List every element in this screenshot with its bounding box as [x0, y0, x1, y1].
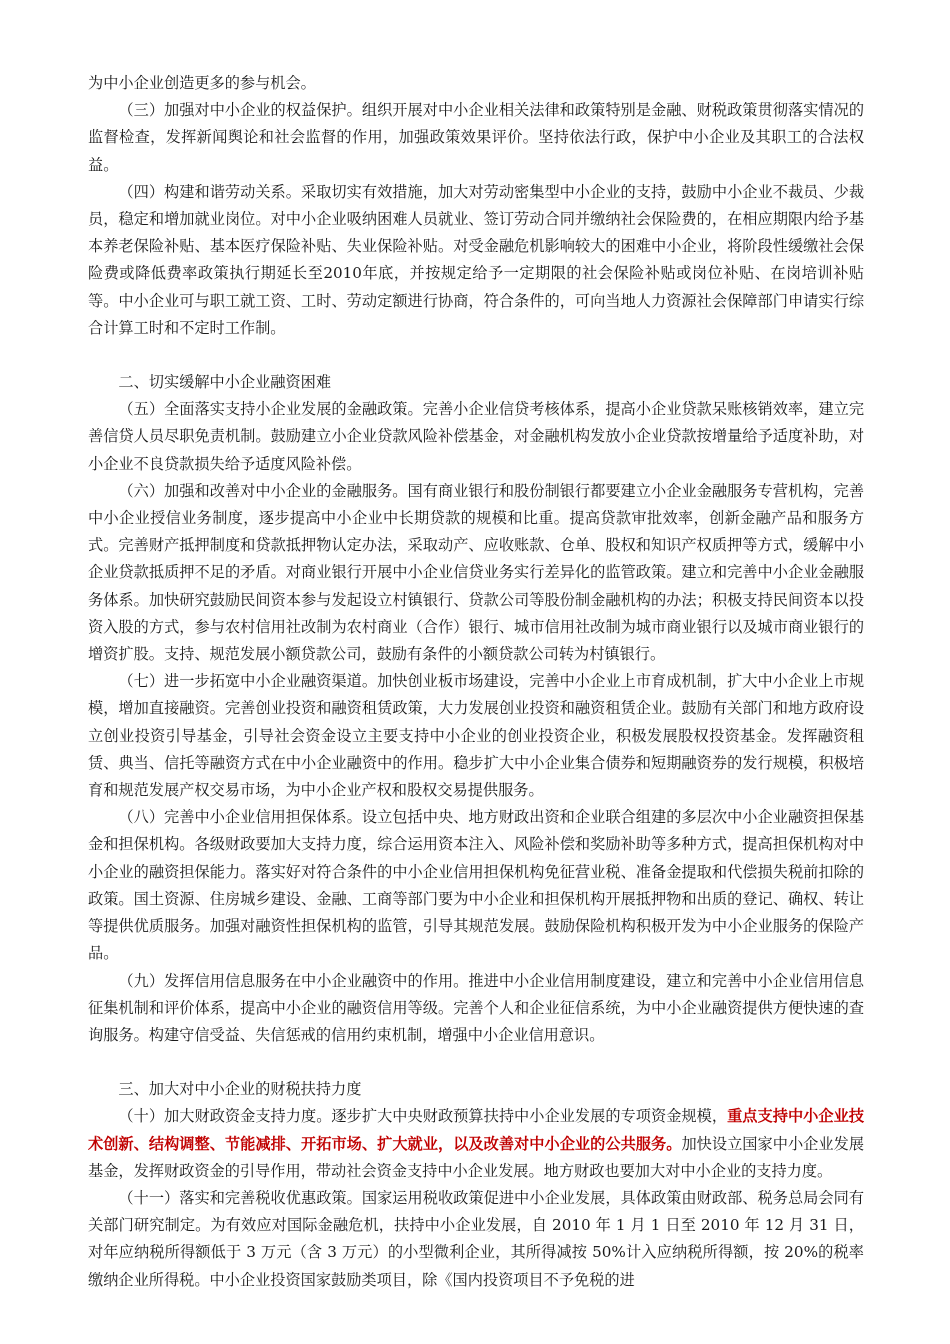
paragraph-financial-services: （六）加强和改善对中小企业的金融服务。国有商业银行和股份制银行都要建立小企业金融服务专营机构，完善中小企业授信业务制度，逐步提高中小企业中长期贷款的规模和比重。提高贷款审批效率，创新金融产品和服务方式。完善财产抵押制度和贷款抵押物认定办法，采取动产、应收账款、仓单、股权和知识产权质押等方式，缓解中小企业贷款抵质押不足的矛盾。对商业银行开展中小企业信贷业务实行差异化的监管政策。建立和完善中小企业金融服务体系。加快研究鼓励民间资本参与发起设立村镇银行、贷款公司等股份制金融机构的办法；积极支持民间资本以投资入股的方式，参与农村信用社改制为农村商业（合作）银行、城市信用社改制为城市商业银行以及城市商业银行的增资扩股。支持、规范发展小额贷款公司，鼓励有条件的小额贷款公司转为村镇银行。 [88, 481, 864, 664]
section-spacer [88, 342, 864, 369]
paragraph-continuation: 为中小企业创造更多的参与机会。 [88, 74, 316, 92]
paragraph-fiscal-funds-tail: 加快设立国家中小企业发展基金，发挥财政资金的引导作用，带动社会资金支持中小企业发展。地方财政也要加大对中小企业的支持力度。 [88, 1134, 865, 1180]
section-spacer [88, 1049, 864, 1076]
paragraph-rights-protection: （三）加强对中小企业的权益保护。组织开展对中小企业相关法律和政策特别是金融、财税政策贯彻落实情况的监督检查，发挥新闻舆论和社会监督的作用，加强政策效果评价。坚持依法行政，保护中小企业及其职工的合法权益。 [88, 101, 864, 174]
paragraph-tax-incentives: （十一）落实和完善税收优惠政策。国家运用税收政策促进中小企业发展，具体政策由财政部、税务总局会同有关部门研究制定。为有效应对国际金融危机，扶持中小企业发展，自 2010 年 1 月 1 日至 2010 年 12 月 31 日，对年应纳税所得额低于 3 万元（含 3 万元）的小型微利企业，其所得减按 50%计入应纳税所得额，按 20%的税率缴纳企业所得税。中小企业投资国家鼓励类项目，除《国内投资项目不予免税的进 [88, 1188, 864, 1289]
paragraph-credit-guarantee: （八）完善中小企业信用担保体系。设立包括中央、地方财政出资和企业联合组建的多层次中小企业融资担保基金和担保机构。各级财政要加大支持力度，综合运用资本注入、风险补偿和奖励补助等多种方式，提高担保机构对中小企业的融资担保能力。落实好对符合条件的中小企业信用担保机构免征营业税、准备金提取和代偿损失税前扣除的政策。国土资源、住房城乡建设、金融、工商等部门要为中小企业和担保机构开展抵押物和出质的登记、确权、转让等提供优质服务。加强对融资性担保机构的监管，引导其规范发展。鼓励保险机构积极开发为中小企业服务的保险产品。 [88, 808, 864, 963]
paragraph-fiscal-funds-lead: （十）加大财政资金支持力度。逐步扩大中央财政预算扶持中小企业发展的专项资金规模， [118, 1107, 728, 1126]
paragraph-fiscal-funds [88, 1103, 864, 1185]
section-heading-financing: 二、切实缓解中小企业融资困难 [118, 373, 332, 392]
paragraph-credit-information: （九）发挥信用信息服务在中小企业融资中的作用。推进中小企业信用制度建设，建立和完善中小企业信用信息征集机制和评价体系，提高中小企业的融资信用等级。完善个人和企业征信系统，为中小企业融资提供方便快速的查询服务。构建守信受益、失信惩戒的信用约束机制，增强中小企业信用意识。 [88, 971, 864, 1044]
paragraph-financial-policy: （五）全面落实支持小企业发展的金融政策。完善小企业信贷考核体系，提高小企业贷款呆账核销效率，建立完善信贷人员尽职免责机制。鼓励建立小企业贷款风险补偿基金，对金融机构发放小企业贷款按增量给予适度补助，对小企业不良贷款损失给予适度风险补偿。 [88, 400, 864, 473]
section-heading-fiscal-support: 三、加大对中小企业的财税扶持力度 [118, 1080, 362, 1099]
paragraph-labor-relations: （四）构建和谐劳动关系。采取切实有效措施，加大对劳动密集型中小企业的支持，鼓励中小企业不裁员、少裁员，稳定和增加就业岗位。对中小企业吸纳困难人员就业、签订劳动合同并缴纳社会保险费的，在相应期限内给予基本养老保险补贴、基本医疗保险补贴、失业保险补贴。对受金融危机影响较大的困难中小企业，将阶段性缓缴社会保险费或降低费率政策执行期延长至2010年底，并按规定给予一定期限的社会保险补贴或岗位补贴、在岗培训补贴等。中小企业可与职工就工资、工时、劳动定额进行协商，符合条件的，可向当地人力资源社会保障部门申请实行综合计算工时和不定时工作制。 [88, 182, 864, 337]
document-body [88, 70, 864, 1294]
paragraph-financing-channels: （七）进一步拓宽中小企业融资渠道。加快创业板市场建设，完善中小企业上市育成机制，扩大中小企业上市规模，增加直接融资。完善创业投资和融资租赁政策，大力发展创业投资和融资租赁企业。鼓励有关部门和地方政府设立创业投资引导基金，引导社会资金设立主要支持中小企业的创业投资企业，积极发展股权投资基金。发挥融资租赁、典当、信托等融资方式在中小企业融资中的作用。稳步扩大中小企业集合债券和短期融资券的发行规模，积极培育和规范发展产权交易市场，为中小企业产权和股权交易提供服务。 [88, 672, 864, 800]
highlighted-key-support-text: 重点支持中小企业技术创新、结构调整、节能减排、开拓市场、扩大就业，以及改善对中小企业的公共服务。 [88, 1107, 865, 1153]
